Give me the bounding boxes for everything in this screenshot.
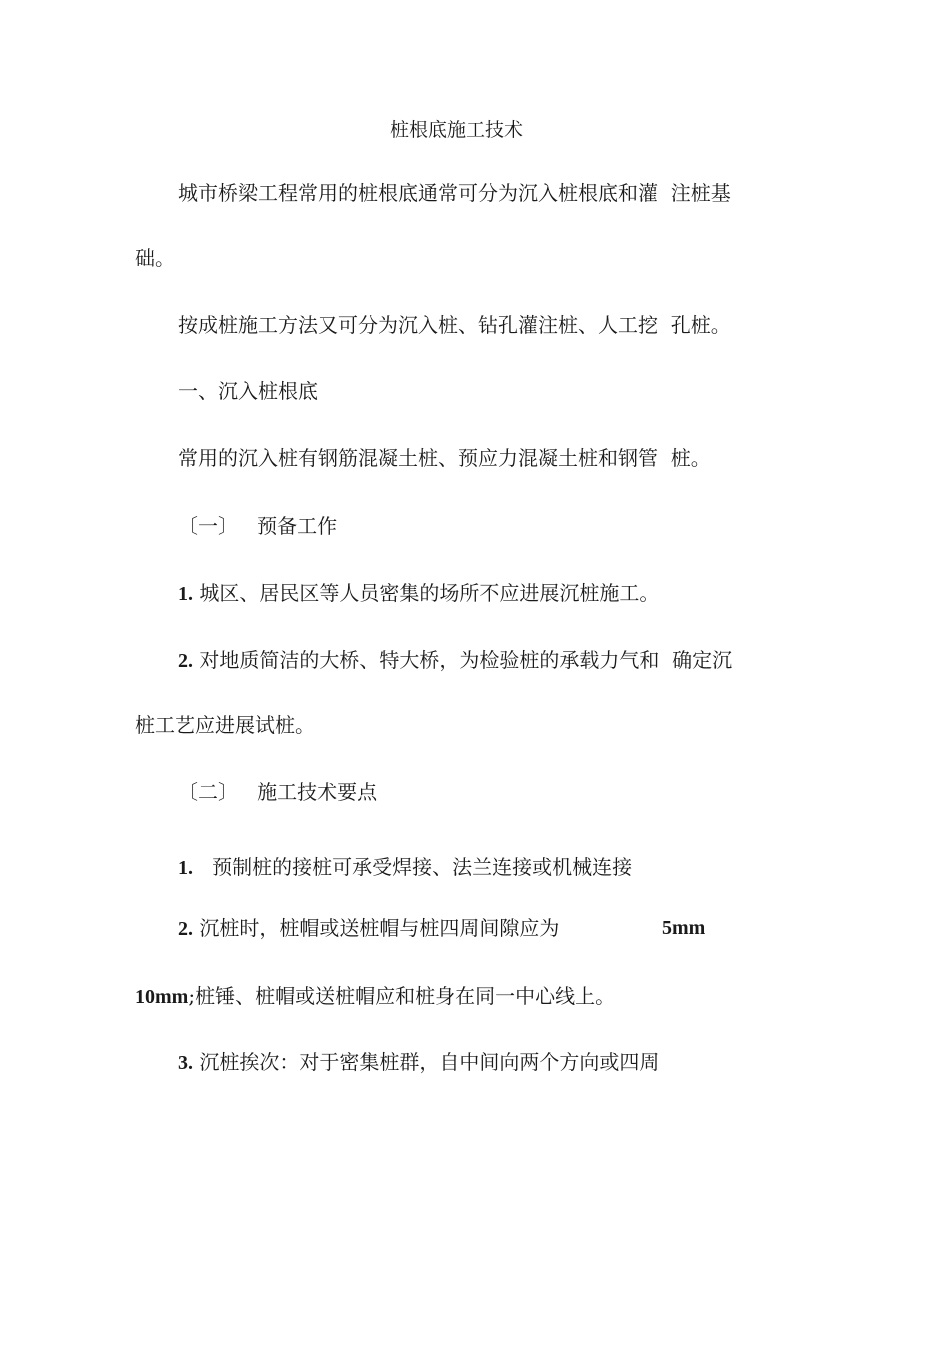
subsection-heading-key-points: 〔二〕 施工技术要点: [178, 780, 378, 804]
point-number: 3.: [178, 1052, 193, 1074]
point-item-2-value: 5mm: [662, 917, 706, 939]
point-item-2: [178, 916, 559, 941]
list-item-2-line2: 桩工艺应进展试桩。: [135, 713, 315, 737]
list-item-text: 城区、居民区等人员密集的场所不应进展沉桩施工。: [199, 581, 660, 605]
subsection-heading-preparation: 〔一〕 预备工作: [178, 514, 338, 538]
list-item-number: 2.: [178, 650, 193, 672]
paragraph-pile-types: 常用的沉入桩有钢筋混凝土桩、预应力混凝土桩和钢管 桩。: [178, 446, 711, 470]
point-text: 沉桩挨次：对于密集桩群，自中间向两个方向或四周: [199, 1050, 660, 1074]
document-title: 桩根底施工技术: [390, 119, 524, 141]
point-item-3: [178, 1050, 659, 1075]
paragraph-intro-line2: 础。: [135, 246, 175, 270]
list-item-text: 对地质简洁的大桥、特大桥，为检验桩的承载力气和 确定沉: [199, 648, 733, 672]
point-value: 10mm: [135, 986, 189, 1008]
point-item-2-line2: [135, 984, 615, 1009]
section-heading-1: 一、沉入桩根底: [178, 379, 318, 403]
list-item-number: 1.: [178, 583, 193, 605]
point-text: 沉桩时，桩帽或送桩帽与桩四周间隙应为: [199, 916, 560, 940]
point-number: 2.: [178, 918, 193, 940]
paragraph-intro-line1: 城市桥梁工程常用的桩根底通常可分为沉入桩根底和灌 注桩基: [178, 181, 731, 205]
point-number: 1.: [178, 857, 193, 879]
paragraph-methods: 按成桩施工方法又可分为沉入桩、钻孔灌注桩、人工挖 孔桩。: [178, 313, 731, 337]
list-item-2: [178, 648, 732, 673]
point-item-1: [178, 855, 632, 880]
point-text: ;桩锤、桩帽或送桩帽应和桩身在同一中心线上。: [188, 984, 616, 1008]
point-text: 预制桩的接桩可承受焊接、法兰连接或机械连接: [212, 855, 633, 879]
list-item-1: [178, 581, 659, 606]
